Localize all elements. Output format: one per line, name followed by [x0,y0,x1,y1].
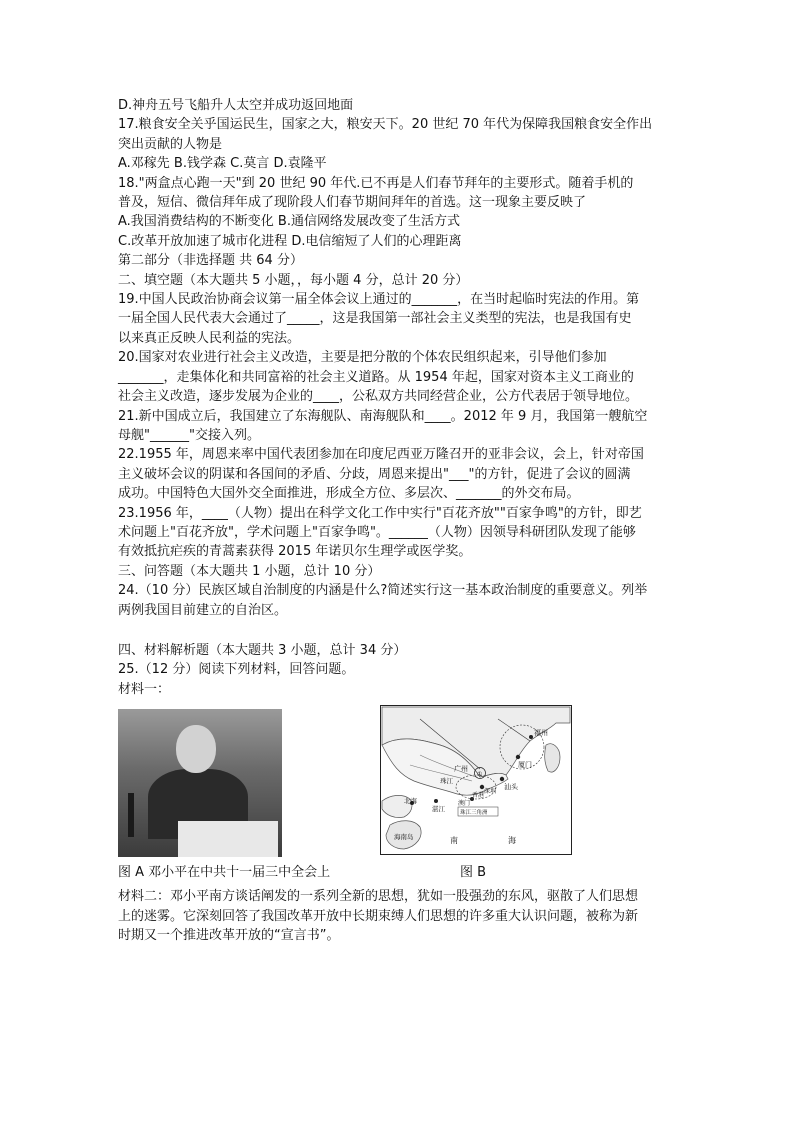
map-place-label: 福州 [534,729,548,738]
text-line: 普及，短信、微信拜年成了现阶段人们春节期间拜年的首选。这一现象主要反映了 [118,195,587,211]
text-line: 两例我国目前建立的自治区。 [118,602,288,618]
section-heading: 三、问答题（本大题共 1 小题，总计 10 分） [118,563,381,579]
text-line: 母舰"______"交接入列。 [118,427,260,443]
text-line: 23.1956 年，____（人物）提出在科学文化工作中实行"百花齐放""百家争鸣"的方针，即艺 [118,505,642,521]
exam-page [118,96,680,945]
figure-head-shape [176,725,216,773]
map-place-label: 广州 [454,765,468,774]
map-place-label: 湛江 [432,805,445,814]
blank-gap [118,620,680,641]
map-place-label: 澳门 [458,800,471,808]
text-line: 社会主义改造，逐步发展为企业的____，公私双方共同经营企业，公方代表居于领导地位。 [118,389,639,405]
material-two-block [118,887,680,945]
text-line: C.改革开放加速了城市化进程 D.电信缩短了人们的心理距离 [118,233,462,249]
text-line: 材料一： [118,681,171,697]
map-place-label: 海 [508,836,516,846]
figures [118,709,680,881]
text-line: 时期又一个推进改革开放的“宣言书”。 [118,928,340,943]
papers-shape [178,821,278,857]
text-line: 22.1955 年，周恩来率中国代表团参加在印度尼西亚万隆召开的亚非会议，会上，针对帝国 [118,447,644,463]
text-line: 20.国家对农业进行社会主义改造，主要是把分散的个体农民组织起来，引导他们参加 [118,350,607,366]
map-place-label: 深圳 [484,788,497,796]
text-line: 材料二：邓小平南方谈话阐发的一系列全新的思想，犹如一股强劲的东风，驱散了人们思想 [118,889,639,905]
text-line: 主义破坏会议的阴谋和各国间的矛盾、分歧，周恩来提出"___"的方针，促进了会议的圆满 [118,466,631,482]
map-place-label: 南 [450,836,458,846]
text-line: 一届全国人民代表大会通过了_____，这是我国第一部社会主义类型的宪法，也是我国有史 [118,311,632,327]
text-line: 18."两盒点心跑一天"到 20 世纪 90 年代.已不再是人们春节拜年的主要形式。随着手机的 [118,175,634,191]
figure-a-caption: 图 A 邓小平在中共十一届三中全会上 [118,865,331,881]
text-line: 19.中国人民政治协商会议第一届全体会议上通过的_______，在当时起临时宪法的作用。第 [118,292,640,308]
deng-xiaoping-photo [118,709,282,857]
text-line: 有效抵抗疟疾的青蒿素获得 2015 年诺贝尔生理学或医学奖。 [118,544,472,560]
section-heading: 二、填空题（本大题共 5 小题，，每小题 4 分，总计 20 分） [118,272,469,288]
map-place-label: 北海 [404,797,417,806]
map-place-label: 汕头 [504,783,518,792]
figure-b-caption: 图 B [460,865,487,881]
map-place-label: 海南岛 [394,833,414,842]
text-line: 17.粮食安全关乎国运民生，国家之大，粮安天下。20 世纪 70 年代为保障我国粮食安全作出 [118,117,653,133]
text-line: 成功。中国特色大国外交全面推进，形成全方位、多层次、_______的外交布局。 [118,486,580,502]
section-heading: 第二部分（非选择题 共 64 分） [118,253,303,269]
map-place-label: 厦门 [518,761,532,770]
map-place-label: 香港 [472,792,485,800]
text-line: 21.新中国成立后，我国建立了东海舰队、南海舰队和____。2012 年 9 月，我国第一艘航空 [118,408,648,424]
text-line: 24.（10 分）民族区域自治制度的内涵是什么?简述实行这一基本政治制度的重要意义。列举 [118,583,648,599]
map-place-label: 珠江三角洲 [460,810,488,817]
special-economic-zones-map [380,705,572,855]
text-line: D.神舟五号飞船升人太空并成功返回地面 [118,98,354,113]
text-line: 术问题上"百花齐放"，学术问题上"百家争鸣"。______（人物）因领导科研团队发现了能够 [118,524,636,540]
section-heading: 四、材料解析题（本大题共 3 小题，总计 34 分） [118,642,407,658]
questions-block [118,96,680,620]
text-line: A.我国消费结构的不断变化 B.通信网络发展改变了生活方式 [118,214,460,230]
material-block [118,641,680,699]
text-line: A.邓稼先 B.钱学森 C.莫言 D.袁隆平 [118,156,327,172]
text-line: 上的迷雾。它深刻回答了我国改革开放中长期束缚人们思想的许多重大认识问题，被称为新 [118,908,639,924]
text-line: _______，走集体化和共同富裕的社会主义道路。从 1954 年起，国家对资本主义工商业的 [118,369,634,385]
text-line: 突出贡献的人物是 [118,136,223,152]
map-marker-label: ① [477,771,483,779]
text-line: 25.（12 分）阅读下列材料，回答问题。 [118,662,355,678]
microphone-shape [128,793,134,837]
text-line: 以来真正反映人民利益的宪法。 [118,330,301,346]
map-place-label: 珠江 [440,777,453,786]
